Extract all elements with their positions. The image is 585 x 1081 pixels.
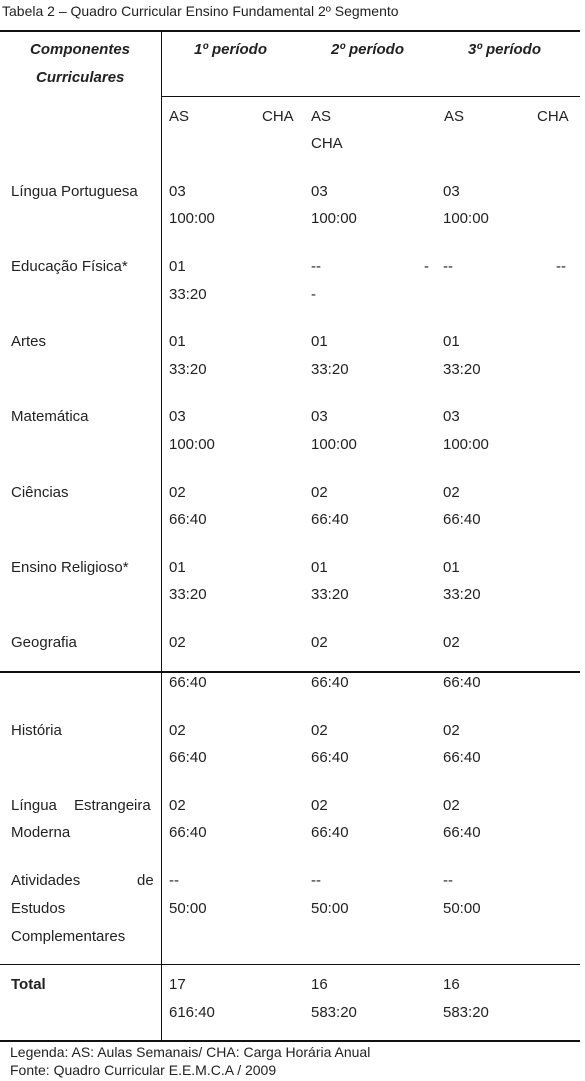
legend-line: Legenda: AS: Aulas Semanais/ CHA: Carga Horária Anual	[10, 1044, 371, 1060]
cell-cha: 33:20	[311, 586, 349, 603]
row-label: Atividades	[11, 872, 81, 889]
cell-as: 01	[443, 333, 460, 350]
cell-cha: 100:00	[443, 436, 489, 453]
cell-cha: 66:40	[169, 749, 207, 766]
cell-cha: 66:40	[311, 674, 349, 691]
header-components: Componentes	[30, 41, 131, 58]
cell-cha: 100:00	[169, 210, 215, 227]
subheader-as: AS	[169, 108, 190, 125]
cell-as: 01	[169, 258, 186, 275]
row-label: Educação Física*	[11, 258, 128, 275]
cell-cha: 33:20	[443, 586, 481, 603]
cell-as: 03	[169, 183, 186, 200]
row-label: Complementares	[11, 928, 126, 945]
rule-total	[0, 964, 580, 965]
cell-cha: 66:40	[443, 511, 481, 528]
rule-top	[0, 30, 580, 32]
cell-cha: 66:40	[311, 749, 349, 766]
cell-as: 02	[443, 797, 460, 814]
cell-as: 01	[311, 559, 328, 576]
total-as: 17	[169, 976, 186, 993]
column-divider-upper	[161, 31, 162, 671]
cell-cha: 50:00	[311, 900, 349, 917]
rule-bottom	[0, 1040, 580, 1042]
total-cha: 616:40	[169, 1004, 215, 1021]
cell-cha: 66:40	[169, 674, 207, 691]
total-cha: 583:20	[311, 1004, 357, 1021]
cell-as: --	[311, 872, 321, 889]
subheader-cha: CHA	[537, 108, 569, 125]
column-divider-lower	[161, 673, 162, 1040]
cell-cha: 100:00	[311, 436, 357, 453]
cell-cha: 33:20	[443, 361, 481, 378]
cell-cha: 66:40	[443, 824, 481, 841]
cell-dash: -	[424, 258, 429, 275]
source-line: Fonte: Quadro Curricular E.E.M.C.A / 2009	[10, 1062, 277, 1078]
row-label: de	[137, 872, 154, 889]
header-curriculares: Curriculares	[36, 69, 125, 86]
row-label: Estrangeira	[74, 797, 151, 814]
subheader-cha: CHA	[311, 135, 343, 152]
rule-header	[161, 96, 580, 97]
cell-as: --	[443, 872, 453, 889]
cell-as: 01	[169, 333, 186, 350]
cell-as: --	[443, 258, 453, 275]
total-cha: 583:20	[443, 1004, 489, 1021]
cell-cha: 100:00	[443, 210, 489, 227]
cell-cha: 50:00	[169, 900, 207, 917]
row-label: Matemática	[11, 408, 89, 425]
header-period-1: 1º período	[194, 41, 267, 58]
header-period-2: 2º período	[331, 41, 404, 58]
cell-cha: 66:40	[169, 511, 207, 528]
row-label: Língua Portuguesa	[11, 183, 138, 200]
row-label: Moderna	[11, 824, 71, 841]
cell-as: 01	[169, 559, 186, 576]
cell-cha: 33:20	[311, 361, 349, 378]
row-label: Estudos	[11, 900, 66, 917]
row-label: Geografia	[11, 634, 77, 651]
subheader-as: AS	[311, 108, 332, 125]
cell-as: 03	[311, 408, 328, 425]
cell-as: 02	[311, 797, 328, 814]
row-label: Língua	[11, 797, 57, 814]
cell-dash: --	[556, 258, 566, 275]
row-label: História	[11, 722, 62, 739]
cell-as: 02	[169, 634, 186, 651]
cell-as: 03	[311, 183, 328, 200]
cell-cha: 33:20	[169, 361, 207, 378]
row-label: Ciências	[11, 484, 69, 501]
total-as: 16	[443, 976, 460, 993]
cell-cha: -	[311, 286, 316, 303]
cell-as: 02	[169, 722, 186, 739]
cell-cha: 50:00	[443, 900, 481, 917]
cell-as: 03	[169, 408, 186, 425]
total-label: Total	[11, 976, 46, 993]
cell-as: 02	[311, 484, 328, 501]
subheader-as: AS	[444, 108, 465, 125]
subheader-cha: CHA	[262, 108, 294, 125]
cell-as: 02	[169, 484, 186, 501]
cell-as: 02	[443, 722, 460, 739]
table-caption: Tabela 2 – Quadro Curricular Ensino Fundamental 2º Segmento	[2, 3, 399, 19]
cell-cha: 33:20	[169, 586, 207, 603]
cell-as: 02	[311, 722, 328, 739]
cell-cha: 33:20	[169, 286, 207, 303]
cell-as: 01	[311, 333, 328, 350]
cell-cha: 66:40	[311, 824, 349, 841]
header-period-3: 3º período	[468, 41, 541, 58]
cell-as: 03	[443, 183, 460, 200]
rule-page-break	[0, 671, 580, 673]
cell-as: 02	[443, 484, 460, 501]
total-as: 16	[311, 976, 328, 993]
cell-cha: 100:00	[311, 210, 357, 227]
cell-cha: 100:00	[169, 436, 215, 453]
cell-as: 02	[169, 797, 186, 814]
cell-as: 01	[443, 559, 460, 576]
cell-cha: 66:40	[169, 824, 207, 841]
cell-cha: 66:40	[443, 749, 481, 766]
row-label: Ensino Religioso*	[11, 559, 129, 576]
cell-as: 03	[443, 408, 460, 425]
cell-as: --	[311, 258, 321, 275]
cell-as: 02	[443, 634, 460, 651]
row-label: Artes	[11, 333, 47, 350]
cell-cha: 66:40	[443, 674, 481, 691]
cell-as: --	[169, 872, 179, 889]
cell-as: 02	[311, 634, 328, 651]
cell-cha: 66:40	[311, 511, 349, 528]
